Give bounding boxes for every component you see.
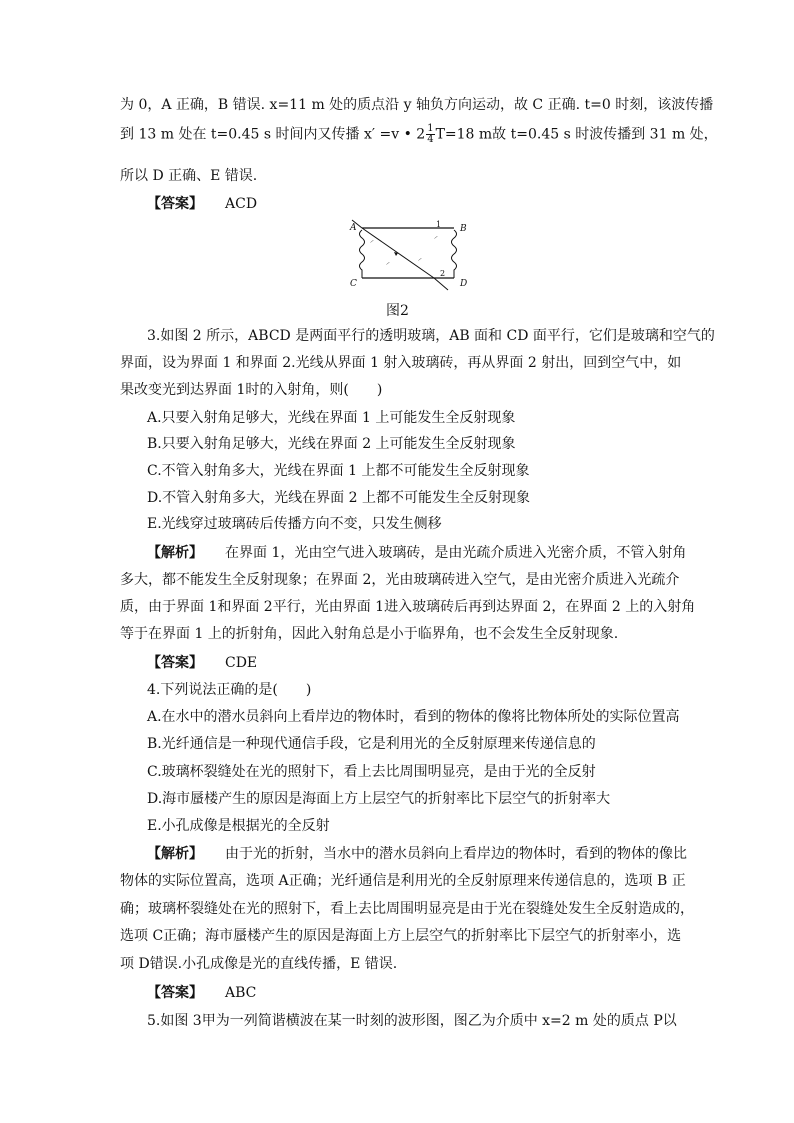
option-e: E.小孔成像是根据光的全反射	[147, 818, 330, 834]
label-interface-2: 2	[440, 269, 446, 278]
svg-text:⸝: ⸝	[386, 258, 390, 266]
question-stem: 果改变光到达界面 1时的入射角，则( )	[120, 382, 383, 398]
answer-line	[147, 983, 256, 1003]
analysis-label: 【解析】	[147, 545, 203, 561]
question-stem: 3.如图 2 所示，ABCD 是两面平行的透明玻璃，AB 面和 CD 面平行，它们是玻璃和空气的	[147, 328, 715, 344]
text-segment: T=18 m故 t=0.45 s 时波传播到 31 m 处，	[435, 126, 718, 143]
answer-label: 【答案】	[147, 655, 203, 671]
analysis-text: 物体的实际位置高，选项 A正确；光纤通信是利用光的全反射原理来传递信息的，选项 B 正	[120, 873, 686, 889]
answer-label: 【答案】	[147, 196, 203, 212]
answer-value: ACD	[225, 196, 258, 212]
text-line: 所以 D 正确、E 错误.	[120, 168, 258, 184]
fraction-numerator: 1	[427, 123, 434, 134]
analysis-text: 确；玻璃杯裂缝处在光的照射下，看上去比周围明显亮是由于光在裂缝处发生全反射造成的，	[120, 901, 694, 917]
svg-text:⸝: ⸝	[418, 254, 422, 262]
figure-caption: 图2	[386, 303, 409, 319]
analysis-text: 在界面 1，光由空气进入玻璃砖，是由光疏介质进入光密介质，不管入射角	[225, 545, 687, 561]
fraction	[426, 124, 434, 145]
analysis-text: 等于在界面 1 上的折射角，因此入射角总是小于临界角，也不会发生全反射现象.	[120, 626, 619, 642]
label-c: C	[350, 279, 357, 289]
analysis-text: 由于光的折射，当水中的潜水员斜向上看岸边的物体时，看到的物体的像比	[225, 846, 687, 862]
option-c: C.玻璃杯裂缝处在光的照射下，看上去比周围明显亮，是由于光的全反射	[147, 764, 596, 780]
svg-text:⸝: ⸝	[370, 236, 374, 244]
answer-label: 【答案】	[147, 985, 203, 1001]
question-stem: 4.下列说法正确的是( )	[147, 682, 312, 698]
option-c: C.不管入射角多大，光线在界面 1 上都不可能发生全反射现象	[147, 463, 530, 479]
analysis-label: 【解析】	[147, 846, 203, 862]
fraction-denominator: 4	[427, 134, 434, 145]
answer-value: CDE	[225, 655, 258, 671]
answer-line	[147, 194, 257, 214]
label-b: B	[460, 224, 467, 234]
analysis-text: 质，由于界面 1和界面 2平行，光由界面 1进入玻璃砖后再到达界面 2，在界面 2 上的入射角	[120, 599, 696, 615]
analysis-line	[147, 543, 686, 563]
analysis-text: 选项 C正确；海市蜃楼产生的原因是海面上方上层空气的折射率比下层空气的折射率小，选	[120, 928, 682, 944]
option-d: D.不管入射角多大，光线在界面 2 上都不可能发生全反射现象	[147, 490, 530, 506]
option-d: D.海市蜃楼产生的原因是海面上方上层空气的折射率比下层空气的折射率大	[147, 791, 611, 807]
text-segment: 到 13 m 处在 t=0.45 s 时间内又传播 x′ =v • 2	[120, 126, 426, 143]
label-d: D	[460, 279, 468, 289]
analysis-text: 多大，都不能发生全反射现象；在界面 2，光由玻璃砖进入空气，是由光密介质进入光疏介	[120, 572, 680, 588]
option-b: B.光纤通信是一种现代通信手段，它是利用光的全反射原理来传递信息的	[147, 736, 596, 752]
analysis-text: 项 D错误.小孔成像是光的直线传播，E 错误.	[120, 956, 398, 972]
svg-text:⸝: ⸝	[434, 232, 438, 240]
text-line: 为 0，A 正确，B 错误. x=11 m 处的质点沿 y 轴负方向运动，故 C 正确. t=0 时刻，该波传播	[120, 97, 714, 113]
text-line-with-fraction	[120, 124, 718, 145]
answer-value: ABC	[225, 985, 257, 1001]
question-stem: 5.如图 3甲为一列简谐横波在某一时刻的波形图，图乙为介质中 x=2 m 处的质点 P以	[147, 1013, 677, 1029]
option-a: A.只要入射角足够大，光线在界面 1 上可能发生全反射现象	[147, 410, 516, 426]
option-b: B.只要入射角足够大，光线在界面 2 上可能发生全反射现象	[147, 436, 516, 452]
label-a: A	[350, 223, 357, 233]
analysis-line	[147, 844, 687, 864]
label-interface-1: 1	[436, 220, 442, 229]
answer-line	[147, 653, 257, 673]
option-a: A.在水中的潜水员斜向上看岸边的物体时，看到的物体的像将比物体所处的实际位置高	[147, 709, 680, 725]
glass-brick-diagram	[348, 218, 476, 294]
question-stem: 界面，设为界面 1 和界面 2.光线从界面 1 射入玻璃砖，再从界面 2 射出，回到空气中，如	[120, 355, 682, 371]
option-e: E.光线穿过玻璃砖后传播方向不变，只发生侧移	[147, 516, 442, 532]
